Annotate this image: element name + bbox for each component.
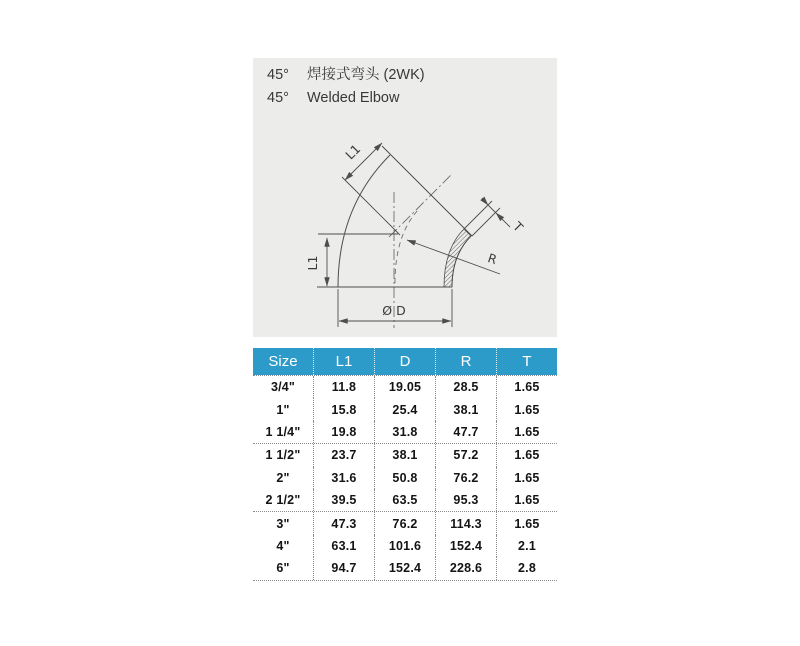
table-cell: 1.65 bbox=[496, 376, 557, 398]
table-row bbox=[253, 557, 557, 579]
table-cell: 23.7 bbox=[313, 444, 374, 466]
table-cell: 1 1/2" bbox=[265, 448, 301, 463]
table-cell: 19.8 bbox=[313, 421, 374, 443]
title-text-zh: 焊接式弯头 (2WK) bbox=[307, 67, 425, 83]
l1-left-label: L1 bbox=[305, 255, 320, 271]
title-angle-zh: 45° bbox=[267, 67, 289, 83]
table-cell: 38.1 bbox=[435, 398, 496, 420]
table-cell: 3/4" bbox=[270, 380, 296, 395]
t-dim-line bbox=[488, 205, 496, 213]
table-cell: 38.1 bbox=[374, 444, 435, 466]
table-cell: 152.4 bbox=[435, 535, 496, 557]
table-cell: 1.65 bbox=[496, 398, 557, 420]
col-header-r: R bbox=[435, 348, 496, 375]
table-cell: 50.8 bbox=[374, 467, 435, 489]
col-header-size: Size bbox=[268, 353, 298, 370]
table-cell: 47.7 bbox=[435, 421, 496, 443]
table-row bbox=[253, 444, 557, 466]
table-row bbox=[253, 376, 557, 398]
col-header-l1: L1 bbox=[313, 348, 374, 375]
dimensions-table bbox=[253, 348, 557, 581]
table-cell: 2" bbox=[276, 470, 290, 485]
table-cell: 25.4 bbox=[374, 398, 435, 420]
table-cell: 152.4 bbox=[374, 557, 435, 579]
table-cell: 28.5 bbox=[435, 376, 496, 398]
outer-wall-arc bbox=[338, 155, 390, 287]
table-cell: 2.8 bbox=[496, 557, 557, 579]
table-row bbox=[253, 421, 557, 444]
table-cell: 3" bbox=[276, 516, 290, 531]
table-cell: 47.3 bbox=[313, 512, 374, 534]
title-angle-en: 45° bbox=[267, 90, 289, 106]
product-panel bbox=[253, 58, 557, 337]
table-cell: 228.6 bbox=[435, 557, 496, 579]
table-cell: 6" bbox=[276, 561, 290, 576]
table-cell: 4" bbox=[276, 538, 290, 553]
table-cell: 76.2 bbox=[374, 512, 435, 534]
t-arrow-lower bbox=[496, 213, 510, 227]
table-row bbox=[253, 467, 557, 489]
table-cell: 1.65 bbox=[496, 421, 557, 443]
t-ext-line-inner bbox=[464, 201, 492, 229]
table-cell: 1.65 bbox=[496, 444, 557, 466]
table-cell: 57.2 bbox=[435, 444, 496, 466]
table-cell: 63.5 bbox=[374, 489, 435, 511]
table-row bbox=[253, 535, 557, 557]
table-cell: 2.1 bbox=[496, 535, 557, 557]
d-label: Ø D bbox=[382, 303, 406, 318]
table-cell: 19.05 bbox=[374, 376, 435, 398]
table-cell: 31.6 bbox=[313, 467, 374, 489]
table-body bbox=[253, 375, 557, 581]
table-cell: 101.6 bbox=[374, 535, 435, 557]
table-cell: 1" bbox=[276, 402, 290, 417]
r-label: R bbox=[485, 250, 499, 268]
table-cell: 63.1 bbox=[313, 535, 374, 557]
table-cell: 15.8 bbox=[313, 398, 374, 420]
table-cell: 31.8 bbox=[374, 421, 435, 443]
t-arrow-upper bbox=[482, 198, 488, 205]
table-row bbox=[253, 398, 557, 420]
weld-face-line bbox=[382, 146, 472, 236]
table-cell: 1 1/4" bbox=[265, 424, 301, 439]
table-cell: 1.65 bbox=[496, 512, 557, 534]
col-header-d: D bbox=[374, 348, 435, 375]
elbow-diagram bbox=[253, 58, 557, 337]
table-cell: 2 1/2" bbox=[265, 493, 301, 508]
l1-upper-label: L1 bbox=[342, 141, 364, 163]
table-cell: 94.7 bbox=[313, 557, 374, 579]
table-cell: 95.3 bbox=[435, 489, 496, 511]
table-cell: 76.2 bbox=[435, 467, 496, 489]
title-text-en: Welded Elbow bbox=[307, 90, 400, 106]
table-cell: 1.65 bbox=[496, 489, 557, 511]
col-header-t: T bbox=[496, 348, 557, 375]
table-cell: 1.65 bbox=[496, 467, 557, 489]
table-row bbox=[253, 512, 557, 534]
table-header bbox=[253, 348, 557, 375]
t-label: T bbox=[510, 218, 527, 235]
table-row bbox=[253, 489, 557, 512]
table-cell: 114.3 bbox=[435, 512, 496, 534]
table-cell: 11.8 bbox=[313, 376, 374, 398]
inclined-centerline bbox=[389, 174, 452, 237]
center-parallel-line bbox=[342, 177, 400, 235]
table-cell: 39.5 bbox=[313, 489, 374, 511]
bend-centerline-arc bbox=[395, 208, 420, 283]
